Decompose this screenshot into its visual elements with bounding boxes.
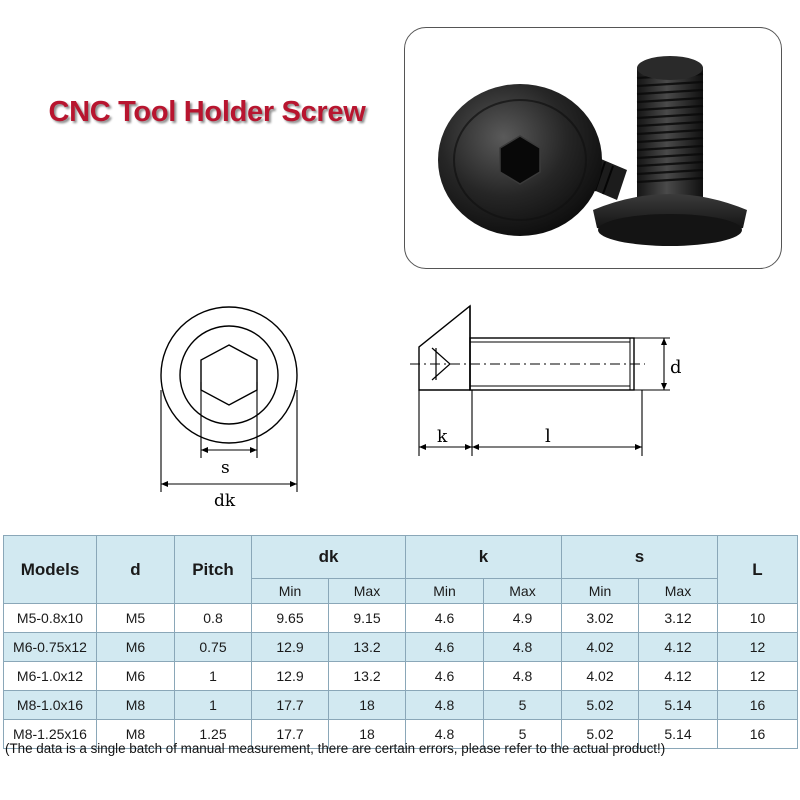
cell-k-min: 4.8 [406, 720, 484, 749]
header-L: L [718, 536, 798, 604]
header-s-max: Max [639, 579, 718, 604]
cell-k-max: 4.8 [484, 662, 562, 691]
cell-s-max: 5.14 [639, 691, 718, 720]
side-view-diagram [410, 306, 670, 456]
cell-s-min: 5.02 [562, 691, 639, 720]
header-pitch: Pitch [175, 536, 252, 604]
header-dk-min: Min [252, 579, 329, 604]
dim-label-dk: dk [214, 491, 236, 511]
header-models: Models [4, 536, 97, 604]
cell-L: 16 [718, 720, 798, 749]
cell-dk-min: 9.65 [252, 604, 329, 633]
cell-dk-min: 17.7 [252, 691, 329, 720]
cell-s-min: 4.02 [562, 662, 639, 691]
cell-dk-max: 13.2 [329, 633, 406, 662]
cell-L: 10 [718, 604, 798, 633]
cell-d: M5 [97, 604, 175, 633]
header-s: s [562, 536, 718, 579]
header-k-min: Min [406, 579, 484, 604]
cell-d: M6 [97, 662, 175, 691]
cell-s-max: 5.14 [639, 720, 718, 749]
header-dk: dk [252, 536, 406, 579]
cell-L: 12 [718, 662, 798, 691]
disclaimer-note: (The data is a single batch of manual measurement, there are certain errors, please refer to the actual product!) [5, 741, 666, 756]
cell-k-min: 4.6 [406, 662, 484, 691]
technical-drawing [0, 290, 800, 520]
header-dk-max: Max [329, 579, 406, 604]
cell-d: M8 [97, 720, 175, 749]
dim-label-l: l [545, 426, 551, 447]
cell-dk-min: 12.9 [252, 662, 329, 691]
header-k-max: Max [484, 579, 562, 604]
dim-label-k: k [437, 427, 448, 447]
cell-k-min: 4.8 [406, 691, 484, 720]
cell-dk-max: 9.15 [329, 604, 406, 633]
spec-table [3, 535, 798, 749]
cell-d: M8 [97, 691, 175, 720]
cell-k-max: 4.8 [484, 633, 562, 662]
cell-L: 12 [718, 633, 798, 662]
cell-s-min: 4.02 [562, 633, 639, 662]
cell-k-min: 4.6 [406, 604, 484, 633]
cell-d: M6 [97, 633, 175, 662]
cell-pitch: 1.25 [175, 720, 252, 749]
cell-dk-min: 12.9 [252, 633, 329, 662]
cell-s-min: 5.02 [562, 720, 639, 749]
cell-model: M8-1.0x16 [4, 691, 97, 720]
cell-pitch: 1 [175, 691, 252, 720]
cell-model: M6-1.0x12 [4, 662, 97, 691]
cell-dk-max: 18 [329, 720, 406, 749]
dim-label-d: d [670, 357, 682, 378]
header-k: k [406, 536, 562, 579]
cell-s-max: 3.12 [639, 604, 718, 633]
cell-pitch: 1 [175, 662, 252, 691]
cell-L: 16 [718, 691, 798, 720]
cell-model: M8-1.25x16 [4, 720, 97, 749]
cell-model: M5-0.8x10 [4, 604, 97, 633]
cell-s-max: 4.12 [639, 662, 718, 691]
table-row [4, 633, 798, 662]
cell-dk-max: 18 [329, 691, 406, 720]
header-s-min: Min [562, 579, 639, 604]
standing-screw [593, 56, 747, 246]
cell-k-max: 4.9 [484, 604, 562, 633]
cell-s-max: 4.12 [639, 633, 718, 662]
table-row [4, 691, 798, 720]
cell-s-min: 3.02 [562, 604, 639, 633]
header-d: d [97, 536, 175, 604]
table-row [4, 604, 798, 633]
cell-k-min: 4.6 [406, 633, 484, 662]
cell-dk-min: 17.7 [252, 720, 329, 749]
cell-dk-max: 13.2 [329, 662, 406, 691]
cell-pitch: 0.8 [175, 604, 252, 633]
cell-model: M6-0.75x12 [4, 633, 97, 662]
dim-label-s: s [221, 458, 230, 478]
screw-photo-icon [405, 28, 781, 268]
page-title: CNC Tool Holder Screw [48, 96, 366, 128]
table-row [4, 662, 798, 691]
cell-pitch: 0.75 [175, 633, 252, 662]
cell-k-max: 5 [484, 720, 562, 749]
product-photo-frame [404, 27, 782, 269]
cell-k-max: 5 [484, 691, 562, 720]
